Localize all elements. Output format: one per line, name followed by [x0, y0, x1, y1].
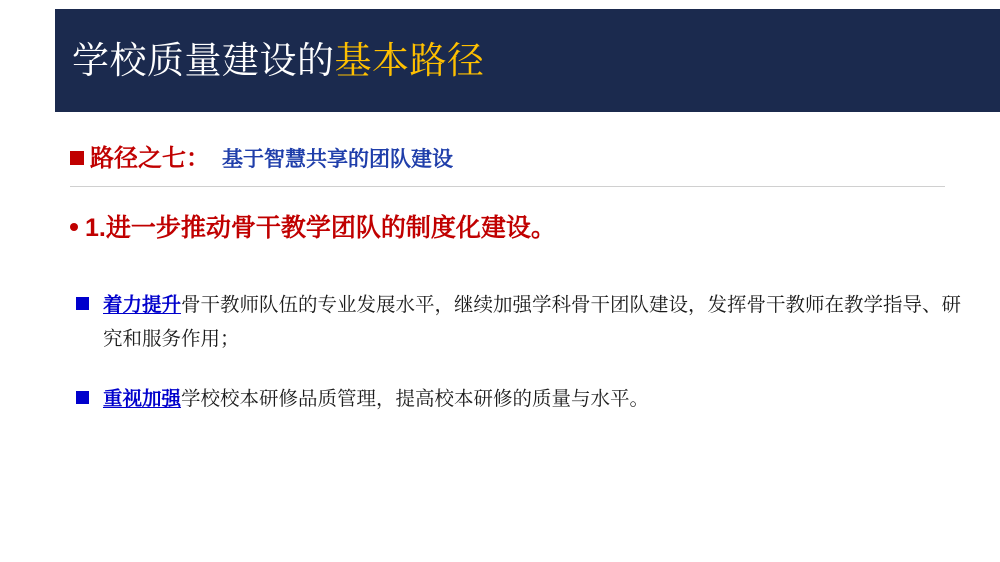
square-bullet-icon [70, 151, 84, 165]
body-bullet-list [76, 288, 966, 442]
list-item-body: 学校校本研修品质管理，提高校本研修的质量与水平。 [181, 387, 650, 411]
list-item [76, 288, 966, 356]
list-item-body: 骨干教师队伍的专业发展水平，继续加强学科骨干团队建设，发挥骨干教师在教学指导、研究和服务作用； [103, 293, 962, 351]
page-title-part2: 基本路径 [334, 40, 485, 81]
list-item-emphasis: 重视加强 [103, 387, 182, 411]
page-title-part1: 学校质量建设的 [72, 40, 335, 81]
list-item-emphasis: 着力提升 [103, 293, 182, 316]
subheading-sub: 基于智慧共享的团队建设 [222, 148, 453, 171]
numbered-point [70, 208, 556, 244]
numbered-point-label: 1.进一步推动骨干教学团队的制度化建设。 [85, 214, 556, 242]
square-bullet-icon [76, 297, 89, 310]
subheading-main: 路径之七： [90, 145, 210, 172]
horizontal-divider [70, 186, 945, 187]
list-item-text [103, 382, 649, 416]
page-title [72, 42, 485, 79]
square-bullet-icon [76, 391, 89, 404]
title-banner [55, 9, 1000, 112]
list-item-text [103, 288, 966, 356]
subheading [70, 138, 453, 173]
round-bullet-icon [70, 223, 78, 231]
list-item [76, 382, 966, 416]
